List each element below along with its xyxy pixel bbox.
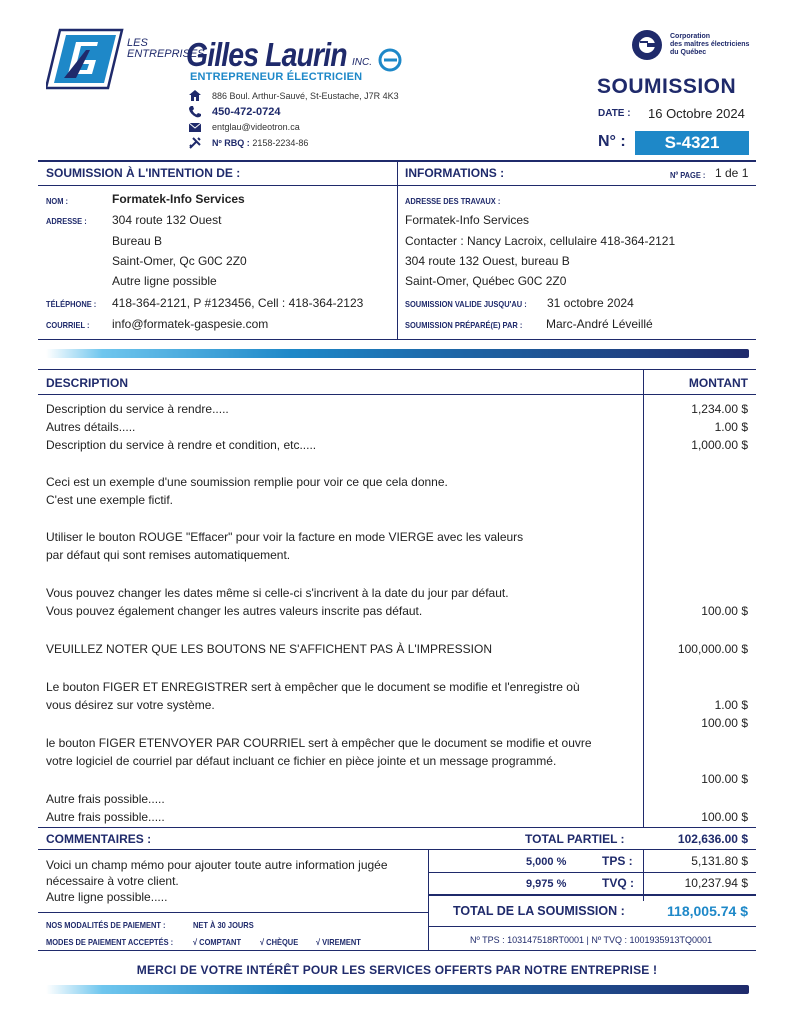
desc-line[interactable]: Description du service à rendre..... [46,402,229,416]
comment-line[interactable]: Autre ligne possible..... [46,890,168,904]
nom-value[interactable]: Formatek-Info Services [112,192,245,206]
mode-comptant[interactable]: √ COMPTANT [193,937,242,947]
modalites-label: NOS MODALITÉS DE PAIEMENT : [46,920,166,930]
date-value[interactable]: 16 Octobre 2024 [648,106,745,121]
contact-address: 886 Boul. Arthur-Sauvé, St-Eustache, J7R 4K3 [188,90,399,101]
totals-header-border [38,849,756,850]
desc-line[interactable]: Autres détails..... [46,420,136,434]
desc-line[interactable]: Utiliser le bouton ROUGE "Effacer" pour voir la facture en mode VIERGE avec les valeurs [46,530,524,544]
contact-phone: 450-472-0724 [188,106,281,118]
comment-line[interactable]: Voici un champ mémo pour ajouter toute autre information jugée [46,858,388,872]
adresse-line-3[interactable]: Saint-Omer, Qc G0C 2Z0 [112,254,247,268]
amount-cell[interactable]: 1,234.00 $ [691,402,748,416]
cmeq-logo: Corporation des maîtres électriciens du Québec [630,28,749,62]
desc-line[interactable]: Le bouton FIGER ET ENREGISTRER sert à empêcher que le document se modifie et l'enregistre où [46,680,580,694]
valide-label: SOUMISSION VALIDE JUSQU'AU : [405,299,527,309]
amount-cell[interactable]: 100.00 $ [701,810,748,824]
table-column-divider [643,369,644,827]
desc-line[interactable]: Vous pouvez changer les dates même si celle-ci s'incrivent à la date du jour par défaut. [46,586,509,600]
table-top-border [38,369,756,370]
telephone-label: TÉLÉPHONE : [46,299,97,309]
adresse-line-4[interactable]: Autre ligne possible [112,274,217,288]
comments-title: COMMENTAIRES : [46,832,152,846]
desc-line[interactable]: vous désirez sur votre système. [46,698,215,712]
tvq-value: 10,237.94 $ [684,876,748,890]
footer-message: MERCI DE VOTRE INTÉRÊT POUR LES SERVICES OFFERTS PAR NOTRE ENTREPRISE ! [136,963,658,977]
table-header-border [38,394,756,395]
tps-border [428,872,756,873]
info-section-title: INFORMATIONS : [405,166,505,180]
contact-rbq: Nº RBQ : 2158-2234-86 [188,137,308,149]
brand-inc: INC. [352,57,372,68]
tvq-rate[interactable]: 9,975 % [526,878,567,890]
comment-line[interactable]: nécessaire à votre client. [46,874,179,888]
divider-header [38,185,756,186]
column-description: DESCRIPTION [46,376,129,390]
tps-rate[interactable]: 5,000 % [526,856,567,868]
divider-vertical [397,161,398,339]
telephone-value[interactable]: 418-364-2121, P #123456, Cell : 418-364-2123 [112,296,364,310]
desc-line[interactable]: Ceci est un exemple d'une soumission remplie pour voir ce que cela donne. [46,475,448,489]
amount-cell[interactable]: 1.00 $ [714,698,748,712]
courriel-value[interactable]: info@formatek-gaspesie.com [112,317,269,331]
subtotal-value: 102,636.00 $ [677,832,748,846]
prepare-label: SOUMISSION PRÉPARÉ(E) PAR : [405,320,523,330]
desc-line[interactable]: votre logiciel de courriel par défaut incluant ce fichier en pièce jointe et un message programmé. [46,754,557,768]
quote-number[interactable]: S-4321 [635,131,749,155]
adresse-line-2[interactable]: Bureau B [112,234,163,248]
valide-value[interactable]: 31 octobre 2024 [547,296,634,310]
mode-virement[interactable]: √ VIREMENT [316,937,361,947]
cmeq-icon [630,28,664,62]
page-label: Nº PAGE : [670,170,706,180]
tps-value: 5,131.80 $ [691,854,748,868]
brand-e-icon [378,48,402,75]
tax-numbers: Nº TPS : 103147518RT0001 | Nº TVQ : 1001935913TQ0001 [470,935,713,945]
total-label: TOTAL DE LA SOUMISSION : [453,904,625,918]
client-section-title: SOUMISSION À L'INTENTION DE : [46,166,241,180]
travaux-line-3[interactable]: 304 route 132 Ouest, bureau B [405,254,570,268]
totals-vertical-left [428,849,429,950]
phone-icon [188,106,202,118]
desc-line[interactable]: Description du service à rendre et condition, etc..... [46,438,317,452]
desc-line[interactable]: C'est une exemple fictif. [46,493,174,507]
desc-line[interactable]: par défaut qui sont remises automatiquement. [46,548,291,562]
brand-name: Gilles Laurin [186,36,347,73]
amount-cell[interactable]: 100,000.00 $ [677,642,748,656]
desc-line[interactable]: Vous pouvez également changer les autres valeurs inscrite pas défaut. [46,604,423,618]
desc-line[interactable]: le bouton FIGER ETENVOYER PAR COURRIEL sert à empêcher que le document se modifie et ouvre [46,736,592,750]
amount-cell[interactable]: 1,000.00 $ [691,438,748,452]
tps-label: TPS : [602,854,633,868]
amount-cell[interactable]: 100.00 $ [701,772,748,786]
comments-bottom-border [38,912,428,913]
travaux-line-1[interactable]: Formatek-Info Services [405,213,530,227]
number-label: N° : [598,133,626,150]
total-bottom-border [428,926,756,927]
prepare-value[interactable]: Marc-André Léveillé [546,317,653,331]
home-icon [188,90,202,101]
document-title: SOUMISSION [597,75,737,98]
tools-icon [188,137,202,149]
page-value: 1 de 1 [715,166,749,180]
nom-label: NOM : [46,196,69,206]
subtotal-label: TOTAL PARTIEL : [525,832,625,846]
totals-top-border [38,827,756,828]
brand-les: LES ENTREPRISES [127,37,205,60]
gradient-bar-top [46,349,749,358]
column-montant: MONTANT [688,376,748,390]
desc-line[interactable]: Autre frais possible..... [46,792,165,806]
mode-cheque[interactable]: √ CHÈQUE [260,937,299,947]
gradient-bar-bottom [46,985,749,994]
total-value: 118,005.74 $ [667,903,748,919]
desc-line[interactable]: Autre frais possible..... [46,810,165,824]
date-label: DATE : [598,108,631,119]
company-logo [46,28,124,90]
desc-line[interactable]: VEUILLEZ NOTER QUE LES BOUTONS NE S'AFFICHENT PAS À L'IMPRESSION [46,642,493,656]
amount-cell[interactable]: 1.00 $ [714,420,748,434]
courriel-label: COURRIEL : [46,320,90,330]
contact-email: entglau@videotron.ca [188,122,300,132]
envelope-icon [188,123,202,132]
adresse-line-1[interactable]: 304 route 132 Ouest [112,213,222,227]
divider-client-bottom [38,339,756,340]
adresse-label: ADRESSE : [46,216,87,226]
modalites-value[interactable]: NET À 30 JOURS [193,920,254,930]
brand-subtitle: ENTREPRENEUR ÉLECTRICIEN [190,71,363,83]
travaux-line-4[interactable]: Saint-Omer, Québec G0C 2Z0 [405,274,567,288]
adresse-travaux-label: ADRESSE DES TRAVAUX : [405,196,501,206]
travaux-line-2[interactable]: Contacter : Nancy Lacroix, cellulaire 418-364-2121 [405,234,676,248]
amount-cell[interactable]: 100.00 $ [701,716,748,730]
totals-bottom-border [38,950,756,951]
tvq-label: TVQ : [602,876,634,890]
tvq-border [428,894,756,896]
amount-cell[interactable]: 100.00 $ [701,604,748,618]
modes-label: MODES DE PAIEMENT ACCEPTÉS : [46,937,174,947]
